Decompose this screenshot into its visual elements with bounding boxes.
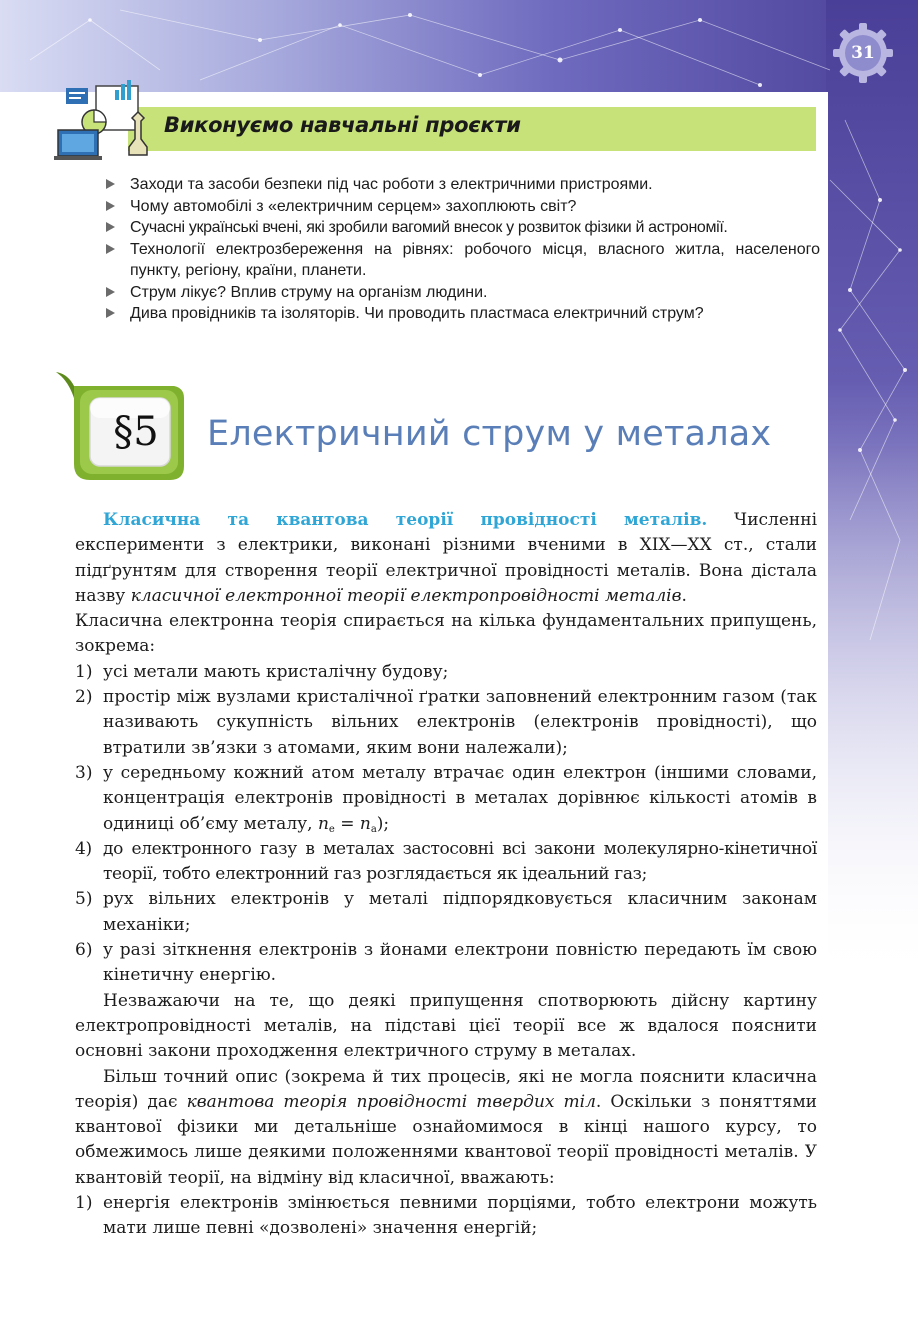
- bullet-triangle-icon: [106, 287, 115, 297]
- projects-list: [104, 174, 820, 325]
- list-item: Технології електрозбереження на рівнях: робочого місця, власного житла, населеного пункту, регіону, країни, планети.: [104, 239, 820, 282]
- bullet-triangle-icon: [106, 179, 115, 189]
- assumptions-list: [75, 660, 817, 989]
- list-item: Дива провідників та ізоляторів. Чи проводить пластмаса електричний струм?: [104, 303, 820, 325]
- list-item: 3) у середньому кожний атом металу втрачає один електрон (іншими словами, концентрація електронів провідності в металах дорівнює кількості атомів в одиниці об’єму металу, $n_e = n_a$);: [75, 762, 817, 835]
- main-text: [75, 508, 817, 1242]
- bullet-triangle-icon: [106, 308, 115, 318]
- list-item: 6) у разі зіткнення електронів з йонами електрони повністю передають їм свою кінетичну енергію.: [75, 940, 817, 986]
- list-item: 1) енергія електронів змінюється певними порціями, тобто електрони можуть мати лише певні «дозволені» значення енергій;: [75, 1193, 817, 1239]
- section-number: §5: [113, 409, 159, 455]
- bullet-triangle-icon: [106, 222, 115, 232]
- paragraph: Класична електронна теорія спирається на кілька фундаментальних припущень, зокрема:: [75, 611, 817, 657]
- list-item: 1) усі метали мають кристалічну будову;: [75, 661, 449, 682]
- section-title: Електричний струм у металах: [207, 414, 772, 454]
- paragraph-lead: Класична та квантова теорії провідності металів.: [103, 510, 708, 530]
- list-item: Чому автомобілі з «електричним серцем» захоплюють світ?: [104, 196, 820, 218]
- quantum-list: [75, 1191, 817, 1242]
- list-item: Заходи та засоби безпеки під час роботи з електричними пристроями.: [104, 174, 820, 196]
- paragraph: Незважаючи на те, що деякі припущення спотворюють дійсну картину електропровідності металів, на підставі цієї теорії все ж вдалося пояснити основні закони проходження електричного струму в металах.: [75, 990, 817, 1062]
- list-item: 2) простір між вузлами кристалічної ґратки заповнений електронним газом (так називають сукупність вільних електронів (електронів провідності), що втратили зв’язки з атомами, яким вони належали);: [75, 687, 817, 758]
- page-number-badge: [832, 22, 894, 84]
- list-item: Струм лікує? Вплив струму на організм людини.: [104, 282, 820, 304]
- projects-title: Виконуємо навчальні проєкти: [164, 113, 521, 137]
- bullet-triangle-icon: [106, 244, 115, 254]
- projects-icon: [52, 78, 162, 164]
- side-background-fade: [826, 380, 918, 980]
- paragraph: Більш точний опис (зокрема й тих процесів, які не могла пояснити класична теорія) дає квантова теорія провідності твердих тіл. Оскільки з поняттями квантової фізики ми детальніше ознайомимося в кінці нашого курсу, то обмежимось лише деякими положеннями квантової теорії провідності металів. У квантовій теорії, на відміну від класичної, вважають:: [75, 1066, 817, 1188]
- page-number: 31: [851, 43, 875, 63]
- list-item: Сучасні українські вчені, які зробили вагомий внесок у розвиток фізики й астрономії.: [104, 217, 820, 239]
- paragraph: Класична та квантова теорії провідності металів. Численні експерименти з електрики, виконані різними вченими в XIX—XX ст., стали підґрунтям для створення теорії електричної провідності металів. Вона дістала назву класичної електронної теорії електропровідності металів.: [75, 510, 818, 606]
- list-item: 4) до електронного газу в металах застосовні всі закони молекулярно-кінетичної теорії, тобто електронний газ розглядається як ідеальний газ;: [75, 838, 817, 885]
- bullet-triangle-icon: [106, 201, 115, 211]
- list-item: 5) рух вільних електронів у металі підпорядковується класичним законам механіки;: [75, 889, 817, 935]
- formula: $n_e = n_a$);: [317, 813, 390, 835]
